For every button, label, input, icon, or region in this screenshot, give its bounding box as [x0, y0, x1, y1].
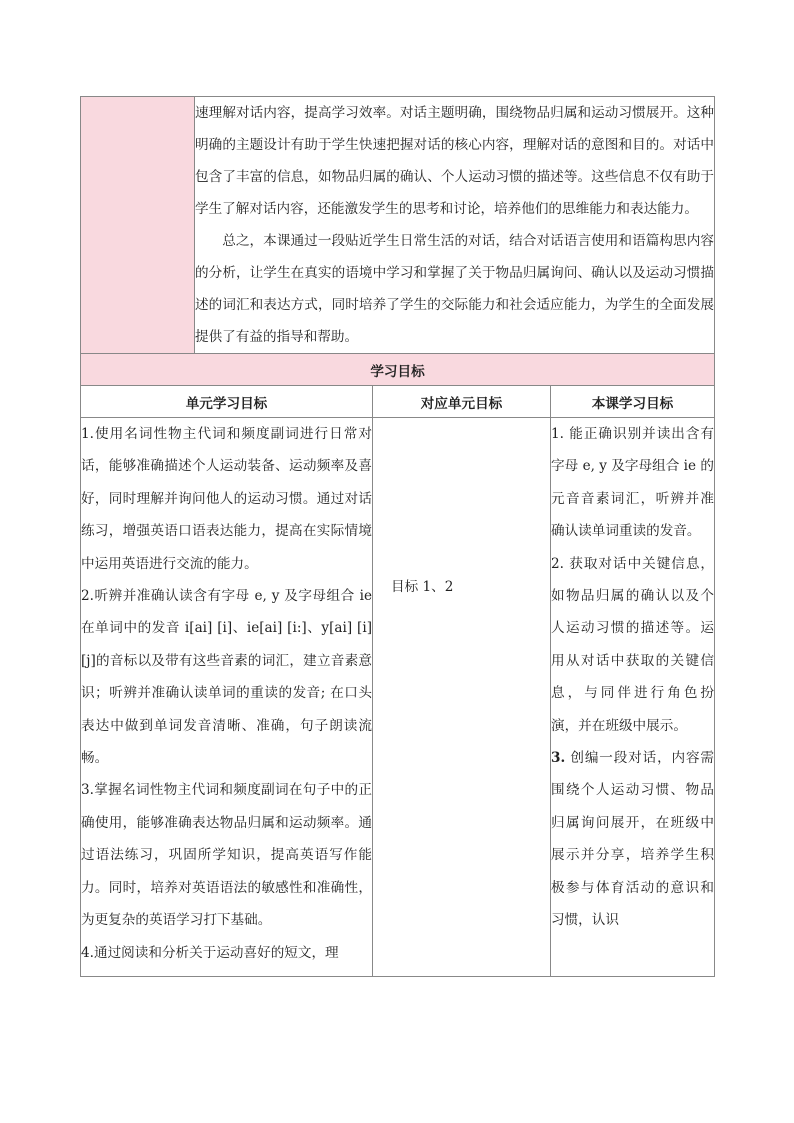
unit-goal-1: 1.使用名词性物主代词和频度副词进行日常对话，能够准确描述个人运动装备、运动频率及喜好，同时理解并询问他人的运动习惯。通过对话练习，增强英语口语表达能力，提高在实际情境中运用英语进行交流的能力。 [81, 426, 372, 572]
unit-goal-2: 2.听辨并准确认读含有字母 e, y 及字母组合 ie 在单词中的发音 i[ai] [i]、ie[ai] [i:]、y[ai] [i] [j]的音标以及带有这些音素的词汇，建立音素意识；听辨并准确认读单词的重读的发音; 在口头表达中做到单词发音清晰、准确，句子朗读流畅。 [81, 588, 372, 767]
lesson-goal-number: 2. [551, 555, 564, 572]
corresponding-goal-text: 目标 1、2 [391, 579, 454, 595]
analysis-row [81, 97, 715, 354]
lesson-goal-1 [551, 418, 714, 548]
unit-goals-cell [81, 418, 373, 977]
objectives-title-row [81, 354, 715, 386]
lesson-goal-text: 获取对话中关键信息，如物品归属的确认以及个人运动习惯的描述等。运用从对话中获取的关键信息，与同伴进行角色扮演，并在班级中展示。 [551, 555, 715, 734]
analysis-paragraph-2: 总之，本课通过一段贴近学生日常生活的对话，结合对话语言使用和语篇构思内容的分析，让学生在真实的语境中学习和掌握了关于物品归属询问、确认以及运动习惯描述的词汇和表达方式，同时培养了学生的交际能力和社会适应能力，为学生的全面发展提供了有益的指导和帮助。 [195, 233, 715, 345]
objectives-header-row [81, 386, 715, 418]
unit-goals-header: 单元学习目标 [81, 386, 373, 418]
lesson-goal-number: 3. [551, 750, 566, 767]
corresponding-goal-cell [373, 418, 551, 977]
lesson-goals-header: 本课学习目标 [551, 386, 715, 418]
analysis-label-cell [81, 97, 195, 354]
lesson-goal-text: 能正确识别并读出含有字母 e, y 及字母组合 ie 的元音音素词汇，听辨并准确认读单词重读的发音。 [551, 426, 715, 540]
lesson-goal-3 [551, 742, 714, 936]
unit-goal-3: 3.掌握名词性物主代词和频度副词在句子中的正确使用，能够准确表达物品归属和运动频率。通过语法练习，巩固所学知识，提高英语写作能力。同时，培养对英语语法的敏感性和准确性，为更复杂的英语学习打下基础。 [81, 782, 372, 929]
analysis-content-cell [195, 97, 715, 354]
corresponding-goals-header: 对应单元目标 [373, 386, 551, 418]
analysis-paragraph-1: 速理解对话内容，提高学习效率。对话主题明确，围绕物品归属和运动习惯展开。这种明确的主题设计有助于学生快速把握对话的核心内容，理解对话的意图和目的。对话中包含了丰富的信息，如物品归属的确认、个人运动习惯的描述等。这些信息不仅有助于学生了解对话内容，还能激发学生的思考和讨论，培养他们的思维能力和表达能力。 [195, 105, 715, 217]
lesson-plan-table [80, 96, 715, 977]
unit-goal-4: 4.通过阅读和分析关于运动喜好的短文，理 [81, 944, 339, 961]
lesson-goal-number: 1. [551, 426, 564, 442]
lesson-goal-text: 创编一段对话，内容需围绕个人运动习惯、物品归属询问展开，在班级中展示并分享，培养学生积极参与体育活动的意识和习惯，认识 [551, 750, 715, 929]
lesson-goals-cell [551, 418, 715, 977]
objectives-content-row [81, 418, 715, 977]
objectives-title: 学习目标 [81, 354, 715, 386]
lesson-goal-2 [551, 548, 714, 742]
